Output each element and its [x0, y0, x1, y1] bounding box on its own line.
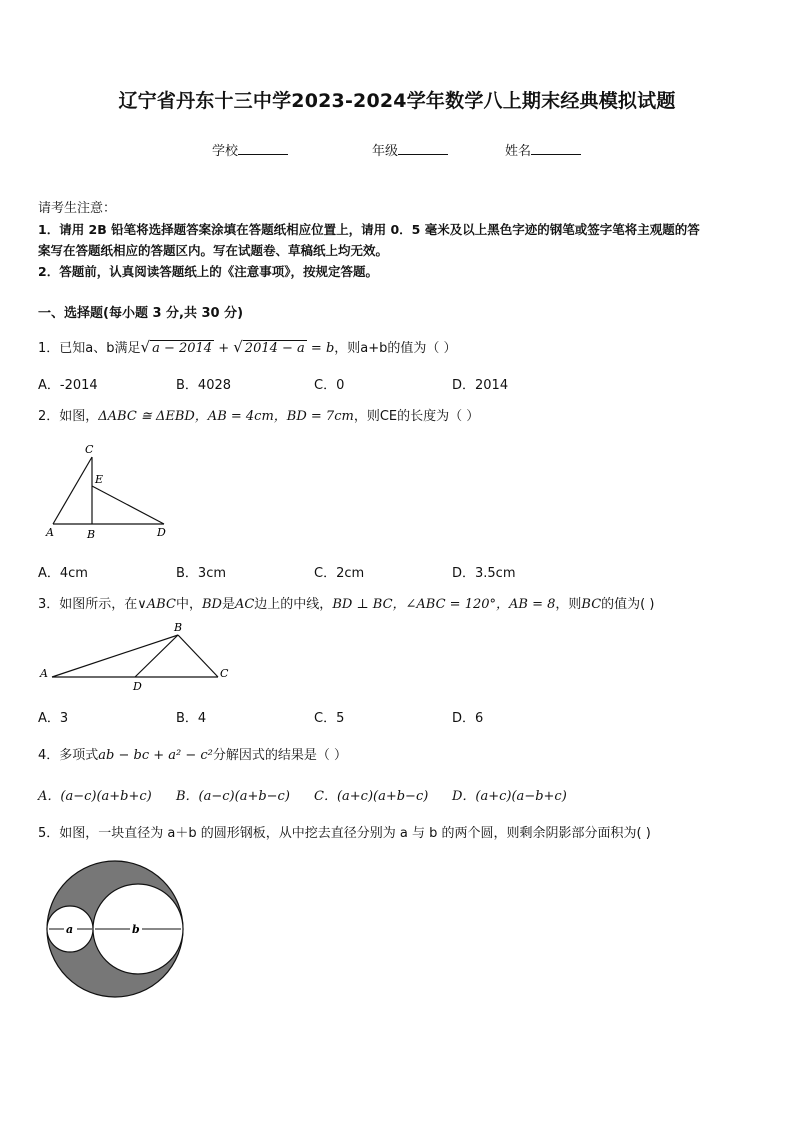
school-blank: [238, 142, 288, 155]
q4-option-b-text: B．(a−c)(a+b−c): [176, 789, 290, 804]
triangle-icon: ∨: [137, 597, 147, 612]
q3-option-d: D．6: [452, 711, 484, 726]
q3-option-c: C．5: [314, 711, 345, 726]
q3-option-a: A．3: [38, 711, 69, 726]
q3-text-k: 的值为( ): [601, 597, 655, 612]
q3-text-a: 3．如图所示，在: [38, 597, 138, 612]
q2-option-d: D．3.5cm: [452, 566, 516, 581]
q2-condition: ΔABC ≅ ΔEBD，AB = 4cm，BD = 7cm: [98, 409, 354, 424]
q2-label-c: C: [85, 443, 94, 456]
q5-label-a: a: [66, 923, 74, 936]
q4-option-a: [38, 785, 152, 804]
q3-segment-bc: [178, 635, 218, 677]
q2-option-c: C．2cm: [314, 566, 365, 581]
q3-segment-bd: [135, 635, 178, 677]
q3-segment-ab: [52, 635, 178, 677]
q3-label-b: B: [174, 621, 183, 634]
q4-suffix: 分解因式的结果是（ ）: [212, 748, 348, 763]
q3-label-a: A: [40, 667, 48, 680]
q2-label-a: A: [46, 526, 54, 539]
q1-radicand-2: 2014 − a: [244, 341, 305, 356]
q4-prefix: 4．多项式: [38, 748, 99, 763]
grade-label: 年级: [372, 144, 399, 159]
q2-suffix: ，则CE的长度为（ ）: [353, 409, 480, 424]
q3-bd: BD: [201, 597, 222, 612]
question-1: [38, 336, 457, 360]
q2-option-b: B．3cm: [176, 566, 227, 581]
page-title: 辽宁省丹东十三中学2023-2024学年数学八上期末经典模拟试题: [118, 90, 676, 112]
q2-label-e: E: [95, 473, 104, 486]
question-3: [38, 593, 654, 612]
name-label: 姓名: [505, 144, 532, 159]
q1-option-c: C．0: [314, 378, 345, 393]
q1-equals: = b: [306, 341, 335, 356]
q3-text-c: 中，: [175, 597, 202, 612]
sqrt-icon: √: [233, 338, 243, 356]
q3-conditions: BD ⊥ BC，∠ABC = 120°，AB = 8: [332, 597, 556, 612]
grade-field: [372, 140, 448, 159]
q3-ac: AC: [234, 597, 255, 612]
notice-item-2: 2．答题前，认真阅读答题纸上的《注意事项》，按规定答题。: [38, 264, 378, 279]
q1-prefix: 1．已知a、b满足: [38, 341, 141, 356]
q3-option-b: B．4: [176, 711, 207, 726]
q1-plus: +: [214, 341, 234, 356]
q3-label-d: D: [133, 680, 142, 693]
q1-option-a: A．-2014: [38, 378, 98, 393]
q5-label-b: b: [132, 923, 140, 936]
notice-heading: 请考生注意：: [38, 201, 117, 216]
grade-blank: [398, 142, 448, 155]
question-4: [38, 744, 347, 763]
q4-option-d: [452, 785, 567, 804]
school-label: 学校: [212, 144, 239, 159]
q2-label-b: B: [87, 528, 96, 541]
q1-radicand-1: a − 2014: [152, 341, 213, 356]
q4-expression: ab − bc + a² − c²: [98, 748, 213, 763]
q4-option-d-text: D．(a+c)(a−b+c): [452, 789, 567, 804]
q4-option-c-text: C．(a+c)(a+b−c): [314, 789, 429, 804]
q3-bc: BC: [581, 597, 602, 612]
section-1-heading: 一、选择题(每小题 3 分,共 30 分): [38, 306, 244, 321]
q3-text-e: 是: [221, 597, 235, 612]
q4-option-a-text: A．(a−c)(a+b+c): [38, 789, 152, 804]
school-field: [212, 140, 288, 159]
question-2: [38, 405, 479, 424]
q4-option-c: [314, 785, 428, 804]
question-5: 5．如图，一块直径为 a＋b 的圆形钢板，从中挖去直径分别为 a 与 b 的两个圆，则剩余阴影部分面积为( ): [38, 826, 651, 841]
q3-text-i: ，则: [555, 597, 582, 612]
name-blank: [531, 142, 581, 155]
q1-suffix: ，则a+b的值为（ ）: [334, 341, 457, 356]
q3-label-c: C: [220, 667, 229, 680]
q2-segment-ac: [53, 457, 92, 524]
q5-figure: [44, 858, 188, 1002]
sqrt-icon: √: [140, 338, 151, 356]
q3-text-g: 边上的中线，: [254, 597, 333, 612]
q3-figure: [36, 618, 236, 696]
q4-option-b: [176, 785, 290, 804]
name-field: [505, 140, 581, 159]
q2-segment-ed: [92, 486, 164, 524]
q2-figure: [40, 440, 180, 544]
q2-prefix: 2．如图，: [38, 409, 99, 424]
q1-option-d: D．2014: [452, 378, 509, 393]
notice-item-1-line-1: 1．请用 2B 铅笔将选择题答案涂填在答题纸相应位置上，请用 0．5 毫米及以上黑色字迹的钢笔或签字笔将主观题的答: [38, 222, 700, 237]
notice-item-1-line-2: 案写在答题纸相应的答题区内。写在试题卷、草稿纸上均无效。: [38, 243, 389, 258]
q1-option-b: B．4028: [176, 378, 232, 393]
q2-option-a: A．4cm: [38, 566, 88, 581]
q2-label-d: D: [157, 526, 166, 539]
q3-triangle-name: ABC: [146, 597, 176, 612]
